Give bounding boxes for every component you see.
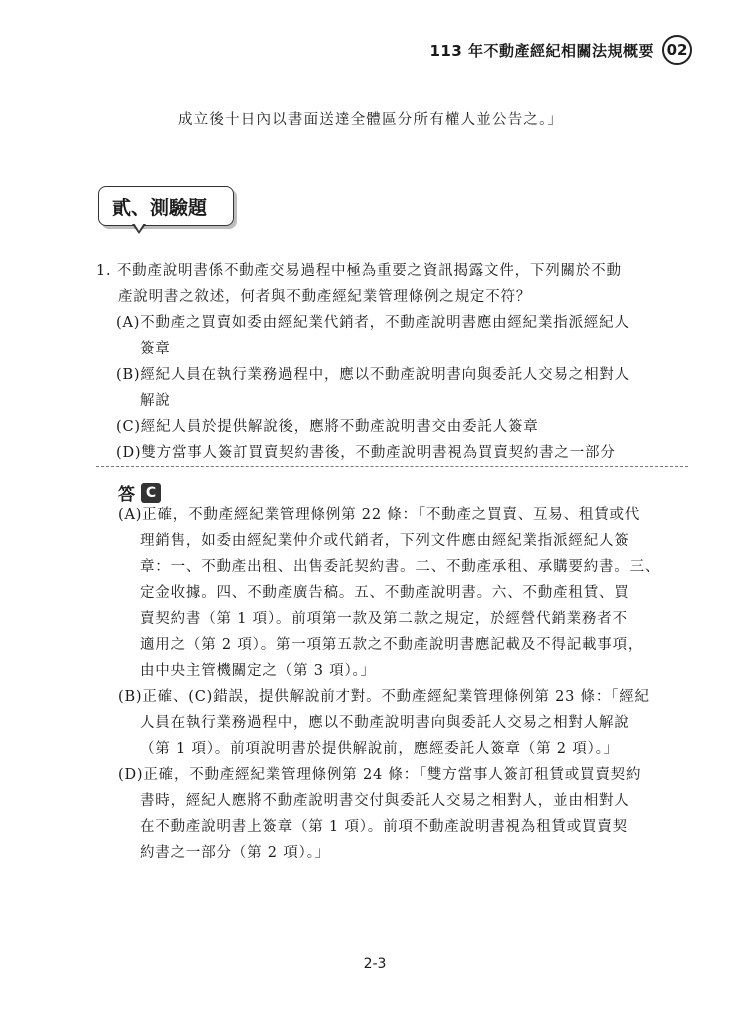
question-stem-line: 1. 不動產說明書係不動產交易過程中極為重要之資訊揭露文件，下列關於不動 [96,263,622,279]
explanation-line: 適用之（第 2 項）。第一項第五款之不動產說明書應記載及不得記載事項， [140,637,644,653]
page-number: 2-3 [363,956,387,972]
book-title: 113 年不動產經紀相關法規概要 [429,41,654,60]
intro-line: 成立後十日內以書面送達全體區分所有權人並公告之。」 [178,112,564,128]
section-heading: 貳、測驗題 [98,186,234,226]
dashed-divider [96,466,688,467]
explanation-line: (A)正確，不動產經紀業管理條例第 22 條：「不動產之買賣、互易、租賃或代 [118,507,641,523]
running-header [429,33,692,67]
explanation-line: 理銷售，如委由經紀業仲介或代銷者，下列文件應由經紀業指派經紀人簽 [140,533,630,549]
option-d: (D)雙方當事人簽訂買賣契約書後，不動產說明書視為買賣契約書之一部分 [116,445,616,461]
explanation-line: 人員在執行業務過程中，應以不動產說明書向與委託人交易之相對人解說 [140,715,630,731]
option-b: (B)經紀人員在執行業務過程中，應以不動產說明書向與委託人交易之相對人 [116,367,630,383]
question-stem-line: 產說明書之敘述，何者與不動產經紀業管理條例之規定不符？ [118,289,532,305]
chapter-badge: 02 [662,35,692,65]
option-a-cont: 簽章 [140,341,171,357]
answer-choice-badge: C [141,483,161,503]
explanation-line: (D)正確，不動產經紀業管理條例第 24 條：「雙方當事人簽訂租賃或買賣契約 [118,767,642,783]
explanation-line: (B)正確、(C)錯誤，提供解說前才對。不動產經紀業管理條例第 23 條：「經紀 [118,689,650,705]
option-c: (C)經紀人員於提供解說後，應將不動產說明書交由委託人簽章 [116,419,539,435]
option-b-cont: 解說 [140,393,171,409]
explanation-line: 由中央主管機關定之（第 3 項）。」 [140,663,376,679]
answer-label: 答 [118,485,135,505]
explanation-line: 約書之一部分（第 2 項）。」 [140,845,330,861]
option-a: (A)不動產之買賣如委由經紀業代銷者，不動產說明書應由經紀業指派經紀人 [116,315,630,331]
question-block [96,258,688,466]
explanation-line: （第 1 項）。前項說明書於提供解說前，應經委託人簽章（第 2 項）。」 [140,741,619,757]
explanation-line: 定金收據。四、不動產廣告稿。五、不動產說明書。六、不動產租賃、買 [140,585,630,601]
explanation-line: 賣契約書（第 1 項）。前項第一款及第二款之規定，於經營代銷業務者不 [140,611,628,627]
section-heading-tail-fill [134,223,144,231]
explanation-line: 在不動產說明書上簽章（第 1 項）。前項不動產說明書視為租賃或買賣契 [140,819,628,835]
explanation-line: 書時，經紀人應將不動產說明書交付與委託人交易之相對人，並由相對人 [140,793,630,809]
answer-explanation [118,502,690,866]
explanation-line: 章：一、不動產出租、出售委託契約書。二、不動產承租、承購要約書。三、 [140,559,661,575]
